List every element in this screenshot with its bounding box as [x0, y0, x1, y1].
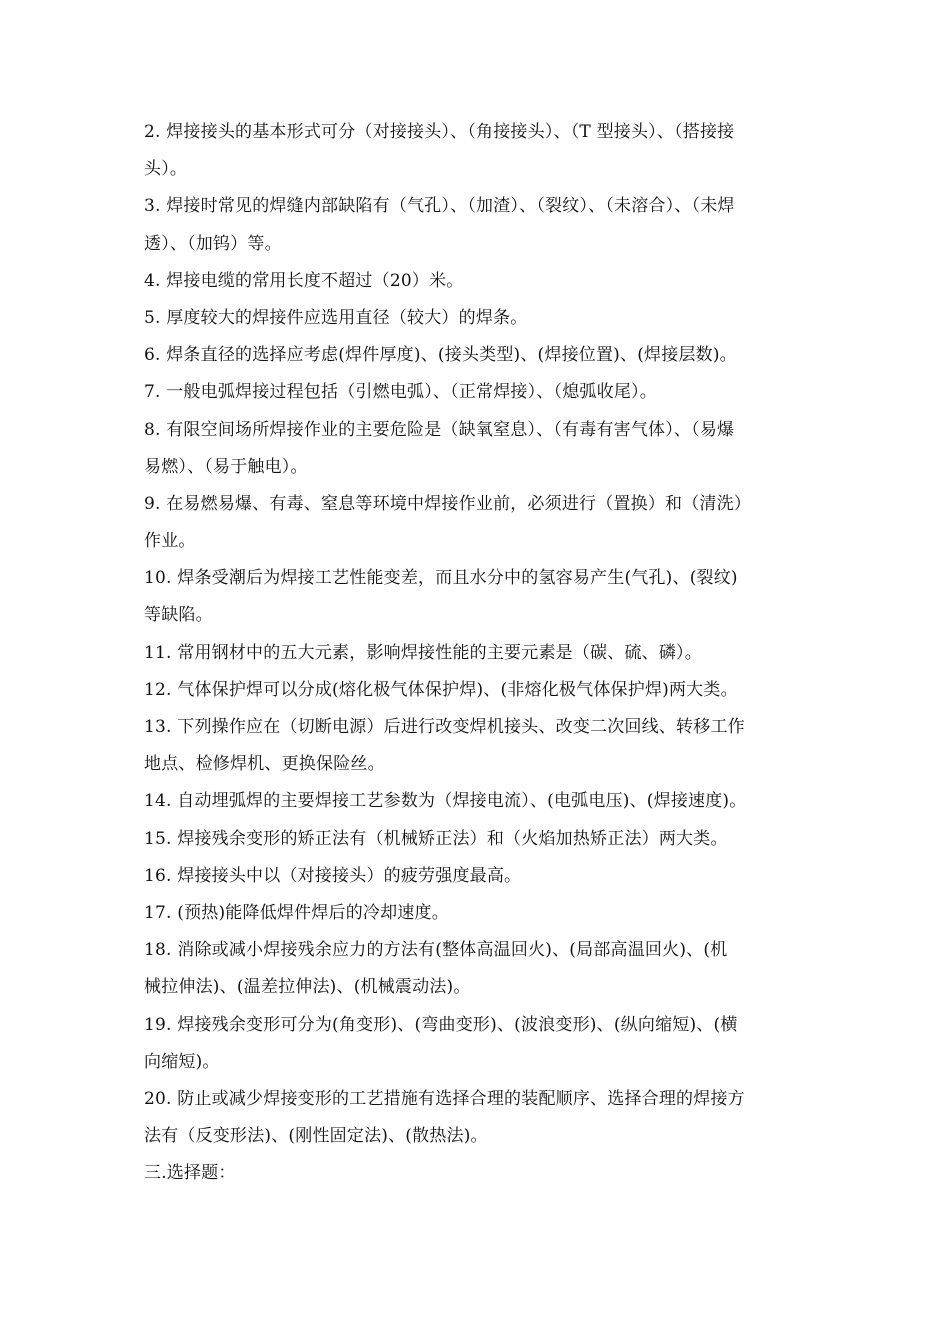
text-line: 9. 在易燃易爆、有毒、窒息等环境中焊接作业前，必须进行（置换）和（清洗）: [144, 493, 752, 514]
text-line: 10. 焊条受潮后为焊接工艺性能变差，而且水分中的氢容易产生(气孔)、(裂纹): [144, 568, 738, 589]
section-heading: 三.选择题：: [144, 1163, 236, 1184]
text-line: 18. 消除或减小焊接残余应力的方法有(整体高温回火)、(局部高温回火)、(机: [144, 940, 728, 961]
text-line: 械拉伸法)、(温差拉伸法)、(机械震动法)。: [144, 977, 471, 998]
text-line: 17. (预热)能降低焊件焊后的冷却速度。: [144, 902, 449, 923]
text-line: 法有（反变形法)、(刚性固定法)、(散热法)。: [144, 1126, 488, 1147]
document-body: [144, 114, 814, 1192]
text-line: 头）。: [144, 159, 188, 180]
text-line: 14. 自动埋弧焊的主要焊接工艺参数为（焊接电流）、(电弧电压)、(焊接速度)。: [144, 791, 747, 812]
text-line: 19. 焊接残余变形可分为(角变形)、(弯曲变形)、(波浪变形)、(纵向缩短)、(横: [144, 1014, 738, 1035]
text-line: 7. 一般电弧焊接过程包括（引燃电弧）、（正常焊接）、（熄弧收尾）。: [144, 382, 657, 403]
text-line: 2. 焊接接头的基本形式可分（对接接头）、（角接接头）、（T 型接头）、（搭接接: [144, 122, 735, 142]
text-line: 3. 焊接时常见的焊缝内部缺陷有（气孔）、（加渣）、（裂纹）、（未溶合）、（未焊: [144, 196, 735, 217]
text-line: 地点、检修焊机、更换保险丝。: [144, 754, 385, 775]
text-line: 8. 有限空间场所焊接作业的主要危险是（缺氧窒息）、（有毒有害气体）、（易爆: [144, 419, 735, 440]
text-line: 6. 焊条直径的选择应考虑(焊件厚度)、(接头类型)、(焊接位置)、(焊接层数)。: [144, 345, 737, 366]
text-line: 等缺陷。: [144, 605, 213, 626]
text-line: 16. 焊接接头中以（对接接头）的疲劳强度最高。: [144, 865, 522, 886]
text-line: 13. 下列操作应在（切断电源）后进行改变焊机接头、改变二次回线、转移工作: [144, 717, 745, 737]
text-line: 12. 气体保护焊可以分成(熔化极气体保护焊)、(非熔化极气体保护焊)两大类。: [144, 679, 738, 700]
text-line: 向缩短)。: [144, 1051, 220, 1072]
text-line: 透）、（加钨）等。: [144, 233, 282, 254]
text-line: 5. 厚度较大的焊接件应选用直径（较大）的焊条。: [144, 307, 528, 328]
text-line: 11. 常用钢材中的五大元素，影响焊接性能的主要元素是（碳、硫、磷）。: [144, 642, 702, 663]
text-line: 15. 焊接残余变形的矫正法有（机械矫正法）和（火焰加热矫正法）两大类。: [144, 828, 728, 849]
text-line: 作业。: [144, 531, 196, 552]
text-line: 易燃）、（易于触电）。: [144, 456, 308, 477]
text-line: 20. 防止或减少焊接变形的工艺措施有选择合理的装配顺序、选择合理的焊接方: [144, 1088, 745, 1109]
text-line: 4. 焊接电缆的常用长度不超过（20）米。: [144, 270, 464, 291]
